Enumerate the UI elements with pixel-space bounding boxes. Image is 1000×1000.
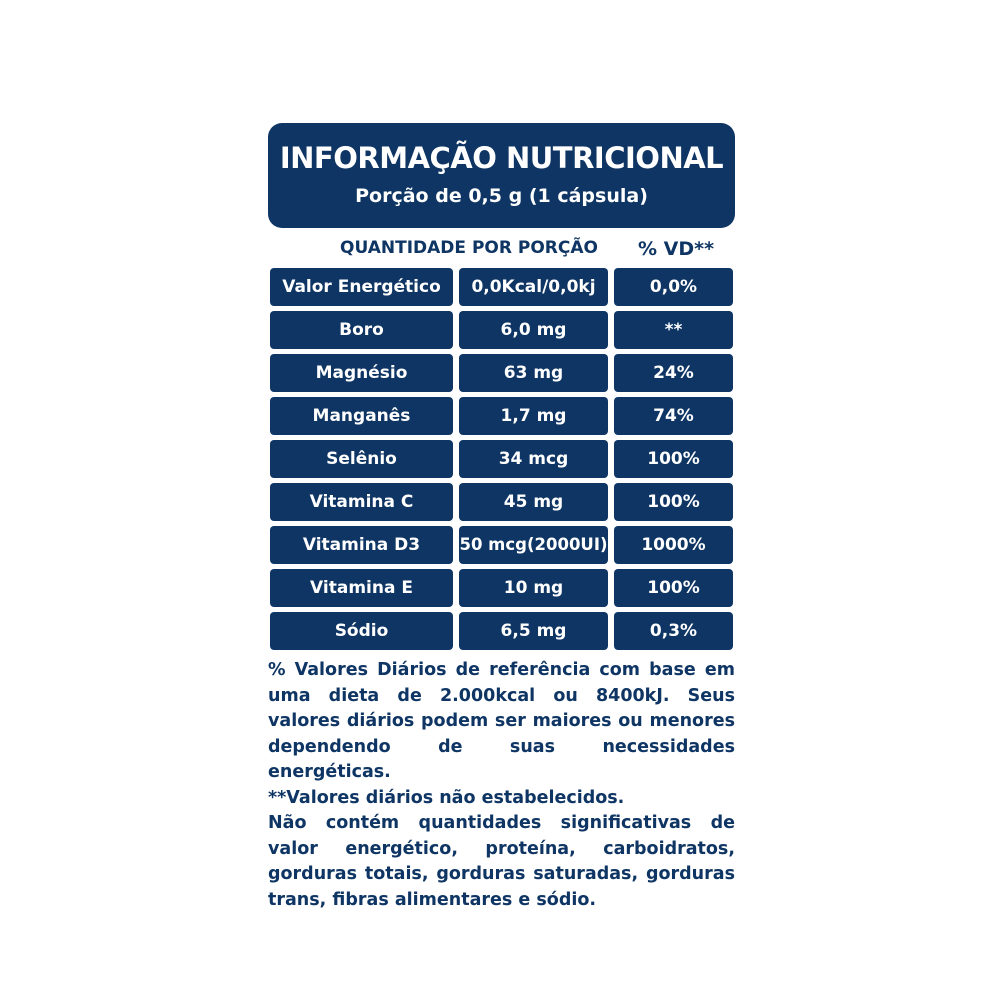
quantity-column-header: QUANTIDADE POR PORÇÃO: [340, 238, 598, 258]
nutrient-amount: 6,5 mg: [459, 612, 608, 650]
nutrient-amount: 1,7 mg: [459, 397, 608, 435]
nutrient-amount: 63 mg: [459, 354, 608, 392]
nutrient-name: Manganês: [270, 397, 453, 435]
nutrient-vd: 100%: [614, 440, 733, 478]
nutrient-amount: 10 mg: [459, 569, 608, 607]
nutrient-vd: **: [614, 311, 733, 349]
nutrient-name: Valor Energético: [270, 268, 453, 306]
footnote-not-established: **Valores diários não estabelecidos.: [268, 787, 625, 808]
nutrient-name: Vitamina D3: [270, 526, 453, 564]
nutrient-row: [268, 311, 735, 349]
nutrition-header: [268, 123, 735, 228]
nutrient-vd: 1000%: [614, 526, 733, 564]
nutrient-amount: 50 mcg(2000UI): [459, 526, 608, 564]
nutrient-row: [268, 397, 735, 435]
nutrient-vd: 0,0%: [614, 268, 733, 306]
nutrient-name: Magnésio: [270, 354, 453, 392]
nutrient-vd: 100%: [614, 569, 733, 607]
nutrient-row: [268, 354, 735, 392]
vd-column-header: % VD**: [638, 238, 714, 260]
nutrient-vd: 74%: [614, 397, 733, 435]
nutrient-name: Selênio: [270, 440, 453, 478]
nutrient-name: Vitamina E: [270, 569, 453, 607]
nutrient-vd: 100%: [614, 483, 733, 521]
nutrient-name: Vitamina C: [270, 483, 453, 521]
nutrient-amount: 34 mcg: [459, 440, 608, 478]
nutrient-row: [268, 612, 735, 650]
nutrient-row: [268, 569, 735, 607]
nutrient-amount: 45 mg: [459, 483, 608, 521]
nutrient-amount: 0,0Kcal/0,0kj: [459, 268, 608, 306]
footnotes: [268, 658, 735, 913]
serving-size: Porção de 0,5 g (1 cápsula): [355, 185, 648, 207]
footnote-reference: % Valores Diários de referência com base em uma dieta de 2.000kcal ou 8400kJ. Seus valores diários podem ser maiores ou menores dependendo de suas necessidades energéticas.: [268, 660, 735, 782]
nutrient-amount: 6,0 mg: [459, 311, 608, 349]
footnote-not-significant: Não contém quantidades significativas de valor energético, proteína, carboidratos, gorduras totais, gorduras saturadas, gorduras trans, fibras alimentares e sódio.: [268, 813, 735, 910]
nutrient-name: Sódio: [270, 612, 453, 650]
nutrition-title: INFORMAÇÃO NUTRICIONAL: [279, 141, 724, 175]
nutrient-row: [268, 268, 735, 306]
nutrient-vd: 0,3%: [614, 612, 733, 650]
nutrient-row: [268, 483, 735, 521]
nutrient-row: [268, 526, 735, 564]
nutrient-name: Boro: [270, 311, 453, 349]
nutrient-row: [268, 440, 735, 478]
nutrient-vd: 24%: [614, 354, 733, 392]
